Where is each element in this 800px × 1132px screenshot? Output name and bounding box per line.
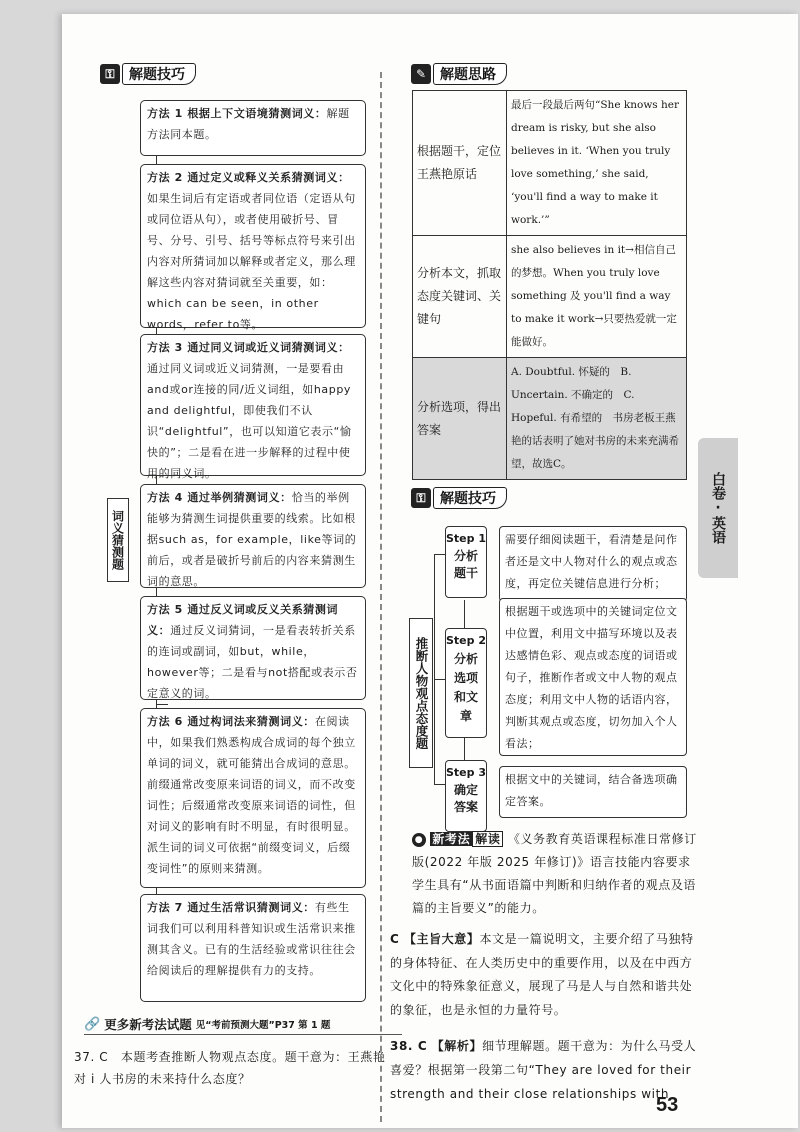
table-row: 分析本文，抓取态度关键词、关键句 she also believes in it→相信自己的梦想。When you truly love something 及 you'll find a way to make it work→只要热爱就一定能做好。: [413, 236, 687, 358]
table-row: 根据题干，定位王燕艳原话 最后一段最后两句“She knows her dream is risky, but she also believes in it. ‘When you truly love something,’ she said, ‘you'll find a way to make it work.’”: [413, 91, 687, 236]
think-heading: [411, 62, 507, 86]
method-box-3: 方法 3 通过同义词或近义词猜测词义：通过同义词或近义词猜测，一是要看由and或or连接的同/近义词组，如happy and delightful，即使我们不认识“delightful”，也可以知道它表示“愉快的”；二是看在进一步解释的过程中使用的同义词。: [140, 334, 366, 476]
approach-table: [412, 90, 687, 480]
tips-title-right: 解题技巧: [433, 487, 507, 509]
table-row: 分析选项，得出答案 A. Doubtful. 怀疑的 B. Uncertain. 不确定的 C. Hopeful. 有希望的 书房老板王燕艳的话表明了她对书房的未来充满希望，故选C。: [413, 358, 687, 480]
step-2: Step 2 分析选项和文章: [445, 628, 487, 738]
key-icon: ⚿: [411, 488, 431, 508]
vocab-guess-label: 词义猜测题: [107, 498, 129, 582]
new-exam-tag: 新考法: [432, 832, 471, 846]
pin-icon: ●: [412, 833, 426, 847]
method-box-2: 方法 2 通过定义或释义关系猜测词义：如果生词后有定语或者同位语（定语从句或同位语从句），或者使用破折号、冒号、分号、引号、括号等标点符号来引出内容对所猜词加以解释或者定义，那么理解这些内容对猜词就至关重要，如：which can be seen，in other words，refer to等。: [140, 164, 366, 328]
main-idea: C 【主旨大意】本文是一篇说明文，主要介绍了马独特的身体特征、在人类历史中的重要作用，以及在中西方文化中的特殊象征意义，展现了马是人与自然和谐共处的象征，也是永恒的力量符号。: [390, 932, 694, 1017]
key-icon: ⚿: [100, 64, 120, 84]
method-box-5: 方法 5 通过反义词或反义关系猜测词义：通过反义词猜词，一是看表转折关系的连词或副词，如but，while，however等；二是看与not搭配或表示否定意义的词。: [140, 596, 366, 700]
page: [62, 14, 798, 1128]
tips-heading-right: [411, 486, 507, 510]
tips-heading-left: [100, 62, 196, 86]
step-3-desc: 根据文中的关键词，结合备选项确定答案。: [499, 766, 687, 818]
more-questions-row: [84, 1014, 384, 1034]
new-exam-interpretation: ● 新考法 解读 《义务教育英语课程标准日常修订版(2022 年版 2025 年修订)》语言技能内容要求学生具有“从书面语篇中判断和归纳作者的观点及语篇的主旨要义”的能力。: [412, 832, 697, 915]
step-2-desc: 根据题干或选项中的关键词定位文中位置，利用文中描写环境以及表达感情色彩、观点或态度的词语或句子，推断作者或文中人物的观点态度；利用文中人物的话语内容，判断其观点或态度，切勿加入个人看法；: [499, 598, 687, 756]
step-3: Step 3 确定答案: [445, 760, 487, 832]
new-exam-label: 解读: [472, 831, 503, 847]
method-box-1: 方法 1 根据上下文语境猜测词义：解题方法同本题。: [140, 100, 366, 156]
q38-answer: 38. C 【解析】细节理解题。题干意为：为什么马受人喜爱？根据第一段第二句“They are loved for their strength and their close relationships with: [390, 1039, 697, 1101]
inference-label: 推断人物观点态度题: [409, 618, 433, 768]
more-ref: 见“考前预测大题”P37 第 1 题: [195, 1020, 331, 1031]
tips-title: 解题技巧: [122, 63, 196, 85]
edit-icon: ✎: [411, 64, 431, 84]
page-number: 53: [656, 1094, 679, 1116]
method-box-6: 方法 6 通过构词法来猜测词义：在阅读中，如果我们熟悉构成合成词的每个独立单词的词义，就可能猜出合成词的意思。前缀通常改变原来词语的词义，而不改变词性；后缀通常改变原来词语的词性，但对词义的影响有时不明显，有时很明显。派生词的词义可依据“前缀变词义，后缀变词性”的原则来猜测。: [140, 708, 366, 888]
step-1: Step 1 分析题干: [445, 526, 487, 598]
more-label: 更多新考法试题: [104, 1017, 192, 1032]
think-title: 解题思路: [433, 63, 507, 85]
q37-answer: 37. C 本题考查推断人物观点态度。题干意为：王燕艳对 i 人书房的未来持什么态度？: [74, 1050, 386, 1086]
subject-side-tab: 白卷·英语: [698, 438, 738, 578]
step-1-desc: 需要仔细阅读题干，看清楚是问作者还是文中人物对什么的观点或态度，再定位关键信息进行分析；: [499, 526, 687, 602]
method-box-7: 方法 7 通过生活常识猜测词义：有些生词我们可以利用科普知识或生活常识来推测其含义。已有的生活经验或常识往往会给阅读后的理解提供有力的支持。: [140, 894, 366, 1002]
column-divider: [380, 72, 382, 1122]
link-icon: 🔗: [84, 1016, 101, 1032]
method-box-4: 方法 4 通过举例猜测词义：恰当的举例能够为猜测生词提供重要的线索。比如根据such as，for example，like等词的前后，或者是破折号前后的内容来猜测生词的意思。: [140, 484, 366, 588]
